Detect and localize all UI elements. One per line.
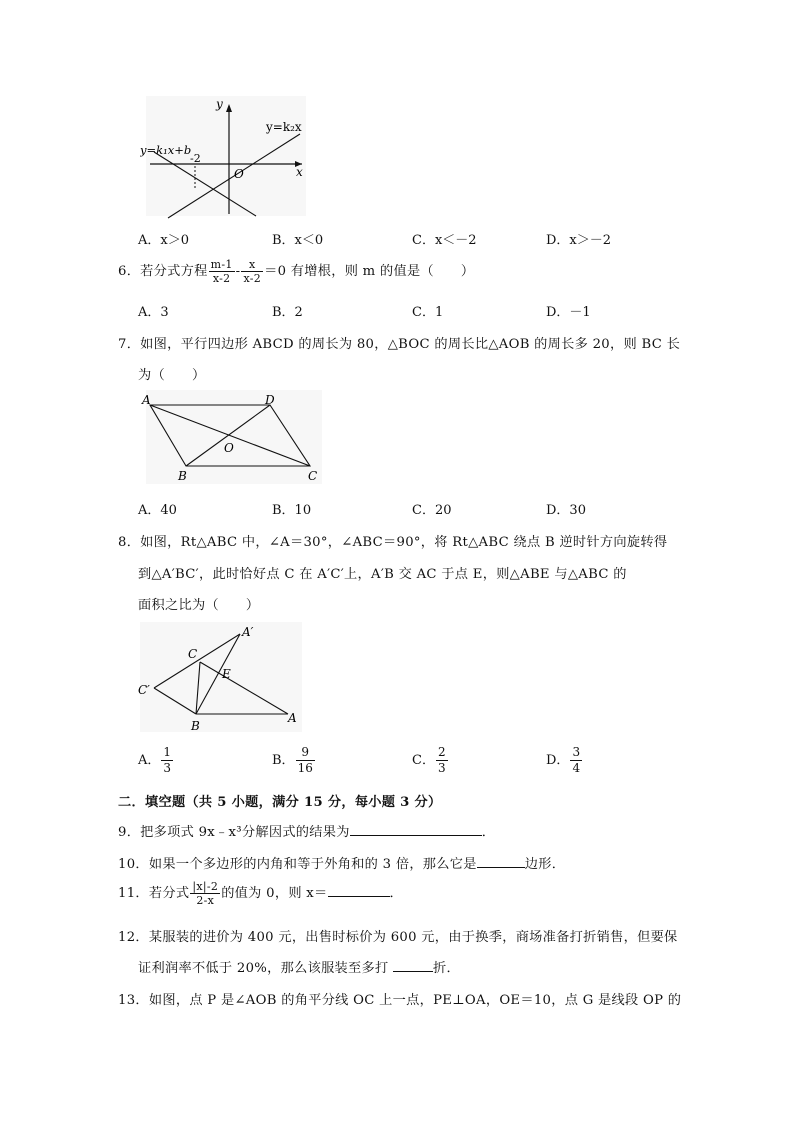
q8-option-c-label: C．	[412, 753, 435, 768]
q8-option-b-fraction	[296, 745, 315, 776]
q11-numerator: |x|-2	[192, 880, 219, 893]
q11-fraction	[190, 880, 220, 907]
q7-question-line1: 7．如图，平行四边形 ABCD 的周长为 80，△BOC 的周长比△AOB 的周长多 20，则 BC 长	[118, 337, 681, 352]
q7-option-b: B．10	[272, 503, 312, 518]
q9-text: 9．把多项式 9x﹣x³分解因式的结果为	[118, 825, 350, 840]
q9-period: ．	[481, 825, 496, 840]
q8-d-numerator: 3	[572, 745, 581, 759]
q9-question	[118, 821, 495, 840]
q11-answer-blank[interactable]	[328, 884, 390, 897]
line1-label: y=k₁x+b	[140, 143, 192, 157]
q6-minus: -	[235, 264, 241, 279]
q9-answer-blank[interactable]	[350, 823, 482, 836]
x-axis-label: x	[296, 165, 303, 179]
q5-figure	[140, 96, 310, 220]
figure-background	[140, 622, 302, 732]
q13-question-line1: 13．如图，点 P 是∠AOB 的角平分线 OC 上一点，PE⊥OA，OE＝10，点 G 是线段 OP 的	[118, 993, 682, 1008]
q6-f1-numerator: m-1	[210, 258, 233, 271]
q8-a-denominator: 3	[163, 761, 172, 775]
q8-b-denominator: 16	[297, 761, 313, 775]
q8-c-denominator: 3	[437, 761, 446, 775]
q5-option-b: B．x＜0	[272, 233, 324, 248]
q12-question-line1: 12．某服装的进价为 400 元，出售时标价为 600 元，由于换季，商场准备打折销售，但要保	[118, 930, 678, 945]
q6-f2-numerator: x	[241, 258, 263, 272]
q6-option-b: B．2	[272, 305, 303, 320]
vertex-c-label: C	[308, 469, 318, 483]
q7-option-d: D．30	[546, 503, 586, 518]
q6-fraction-2	[241, 258, 263, 285]
q6-question	[118, 258, 474, 285]
q8-option-a-fraction	[161, 745, 173, 776]
q10-suffix: 边形．	[524, 857, 566, 872]
q8-question-line1: 8．如图，Rt△ABC 中，∠A＝30°，∠ABC＝90°，将 Rt△ABC 绕点 B 逆时针方向旋转得	[118, 535, 668, 550]
line2-label: y=k₂x	[266, 120, 302, 134]
q8-a-numerator: 1	[163, 745, 172, 759]
q11-question	[118, 880, 403, 907]
vertex-a-label: A	[288, 711, 297, 725]
q8-option-c-fraction	[436, 745, 448, 776]
vertex-a-label: A	[142, 393, 151, 407]
q6-fraction-1	[209, 258, 235, 285]
q11-denominator: 2-x	[196, 894, 215, 907]
q8-option-d-fraction	[570, 745, 582, 776]
q11-period: ．	[389, 886, 404, 901]
q8-option-d-label: D．	[546, 753, 570, 768]
q5-option-d: D．x＞－2	[546, 233, 612, 248]
q8-question-line2: 到△A′BC′，此时恰好点 C 在 A′C′上，A′B 交 AC 于点 E，则△ABE 与△ABC 的	[138, 567, 627, 582]
q8-rotation-figure	[136, 622, 306, 734]
point-e-label: E	[222, 667, 231, 681]
vertex-c-label: C	[188, 647, 198, 661]
q7-option-a: A．40	[138, 503, 177, 518]
point-o-label: O	[224, 441, 234, 455]
q6-option-c: C．1	[412, 305, 444, 320]
vertex-b-label: B	[191, 719, 200, 733]
q8-option-b-label: B．	[272, 753, 295, 768]
q6-suffix: ＝0 有增根，则 m 的值是（ ）	[264, 264, 475, 279]
origin-label: O	[234, 167, 244, 181]
q5-option-a: A．x＞0	[138, 233, 189, 248]
vertex-a-prime-label: A′	[242, 625, 254, 639]
q6-option-d: D．－1	[546, 305, 591, 320]
q6-prefix: 6．若分式方程	[118, 264, 208, 279]
q12-question-line2	[138, 957, 460, 976]
vertex-b-label: B	[178, 469, 187, 483]
tick-label: -2	[190, 152, 201, 165]
q6-f2-denominator: x-2	[243, 272, 262, 285]
y-axis-label: y	[216, 97, 223, 111]
q8-option-c	[412, 745, 449, 776]
q8-c-numerator: 2	[437, 745, 446, 759]
q11-middle: 的值为 0，则 x＝	[221, 886, 328, 901]
q8-b-numerator: 9	[296, 745, 315, 761]
vertex-d-label: D	[265, 393, 275, 407]
q6-f1-denominator: x-2	[212, 272, 231, 285]
q12-line2-text: 证利润率不低于 20%，那么该服装至多打	[138, 961, 389, 976]
q10-answer-blank[interactable]	[477, 855, 525, 868]
q10-question	[118, 853, 565, 872]
q10-text: 10．如果一个多边形的内角和等于外角和的 3 倍，那么它是	[118, 857, 477, 872]
q6-option-a: A．3	[138, 305, 169, 320]
q8-option-a	[138, 745, 174, 776]
vertex-c-prime-label: C′	[138, 683, 150, 697]
q11-prefix: 11．若分式	[118, 886, 190, 901]
q12-suffix: 折．	[433, 961, 460, 976]
q8-option-d	[546, 745, 583, 776]
q7-question-line2: 为（ ）	[138, 368, 206, 383]
q8-option-a-label: A．	[138, 753, 161, 768]
q12-answer-blank[interactable]	[393, 959, 433, 972]
q8-option-b	[272, 745, 316, 776]
q7-parallelogram-figure	[138, 390, 328, 486]
q5-option-c: C．x＜－2	[412, 233, 477, 248]
section-fill-in-heading: 二．填空题（共 5 小题，满分 15 分，每小题 3 分）	[118, 795, 442, 810]
q7-option-c: C．20	[412, 503, 452, 518]
q8-d-denominator: 4	[572, 761, 581, 775]
q8-question-line3: 面积之比为（ ）	[138, 598, 260, 613]
